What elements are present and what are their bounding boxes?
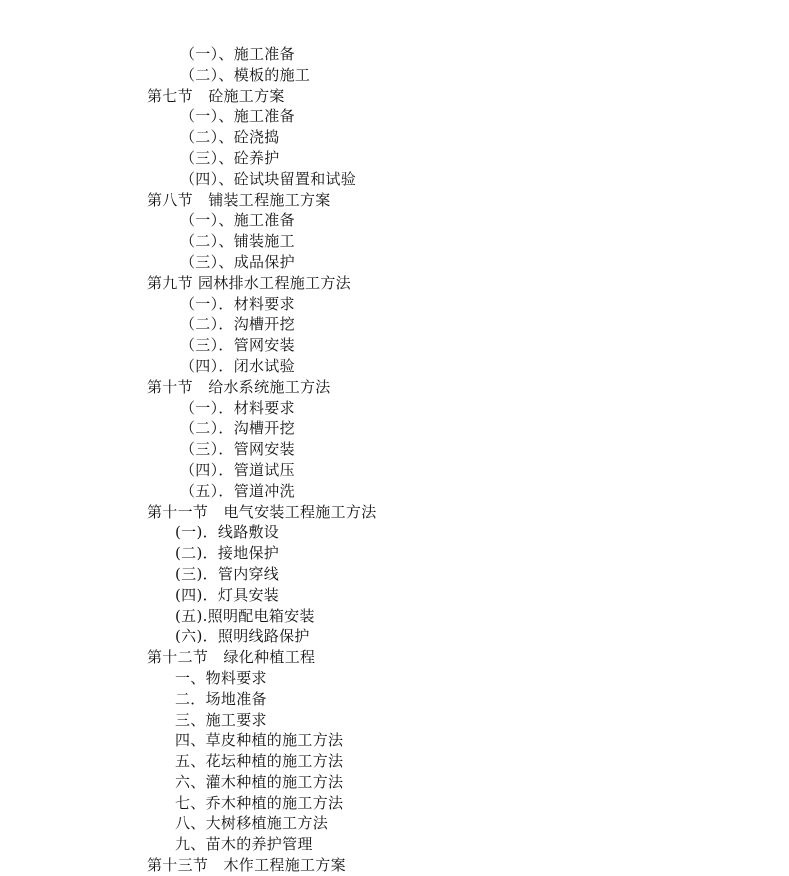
toc-entry: （四）、砼试块留置和试验 (180, 169, 357, 188)
toc-entry: （三）、砼养护 (180, 148, 280, 167)
toc-entry: 七、乔木种植的施工方法 (175, 793, 344, 812)
toc-entry: 二．场地准备 (175, 689, 267, 708)
toc-entry: （五）．管道冲洗 (180, 481, 295, 500)
toc-entry: （一）．材料要求 (180, 294, 295, 313)
toc-section-heading: 第七节 砼施工方案 (147, 86, 285, 105)
toc-entry: （四）．管道试压 (180, 460, 295, 479)
toc-entry: （二）．沟槽开挖 (180, 315, 295, 334)
toc-entry: （二）、砼浇捣 (180, 128, 280, 147)
toc-entry: （二）．沟槽开挖 (180, 419, 295, 438)
toc-section-heading: 第十三节 木作工程施工方案 (147, 856, 346, 875)
table-of-contents (0, 44, 789, 876)
toc-entry: (四)．灯具安装 (175, 585, 280, 604)
toc-entry: (二)．接地保护 (175, 544, 280, 563)
toc-section-heading: 第九节 园林排水工程施工方法 (147, 273, 351, 292)
toc-entry: 四、草皮种植的施工方法 (175, 731, 344, 750)
toc-entry: （一）、施工准备 (180, 45, 295, 63)
toc-entry: 六、灌木种植的施工方法 (175, 772, 344, 791)
toc-entry: (五).照明配电箱安装 (175, 606, 315, 625)
toc-section-heading: 第十节 给水系统施工方法 (147, 377, 331, 396)
toc-entry: （一）、施工准备 (180, 107, 295, 126)
toc-entry: （一）、施工准备 (180, 211, 295, 230)
toc-entry: 八、大树移植施工方法 (175, 814, 329, 833)
toc-entry: （四）．闭水试验 (180, 356, 295, 375)
toc-section-heading: 第八节 铺装工程施工方案 (147, 190, 331, 209)
toc-entry: （三）、成品保护 (180, 252, 295, 271)
toc-entry: （二）、模板的施工 (180, 65, 311, 84)
toc-section-heading: 第十二节 绿化种植工程 (147, 648, 316, 667)
toc-entry: （一）．材料要求 (180, 398, 295, 417)
toc-entry: (六)．照明线路保护 (175, 627, 310, 646)
toc-entry: (一)．线路敷设 (175, 523, 280, 542)
toc-entry: 三、施工要求 (175, 710, 267, 729)
toc-entry: 五、花坛种植的施工方法 (175, 752, 344, 771)
toc-entry: （二）、铺装施工 (180, 232, 295, 251)
toc-entry: (三)．管内穿线 (175, 564, 280, 583)
toc-entry: （三）．管网安装 (180, 336, 295, 355)
toc-entry: （三）．管网安装 (180, 440, 295, 459)
toc-entry: 九、苗木的养护管理 (175, 835, 313, 854)
toc-entry: 一、物料要求 (175, 668, 267, 687)
toc-section-heading: 第十一节 电气安装工程施工方法 (147, 502, 377, 521)
